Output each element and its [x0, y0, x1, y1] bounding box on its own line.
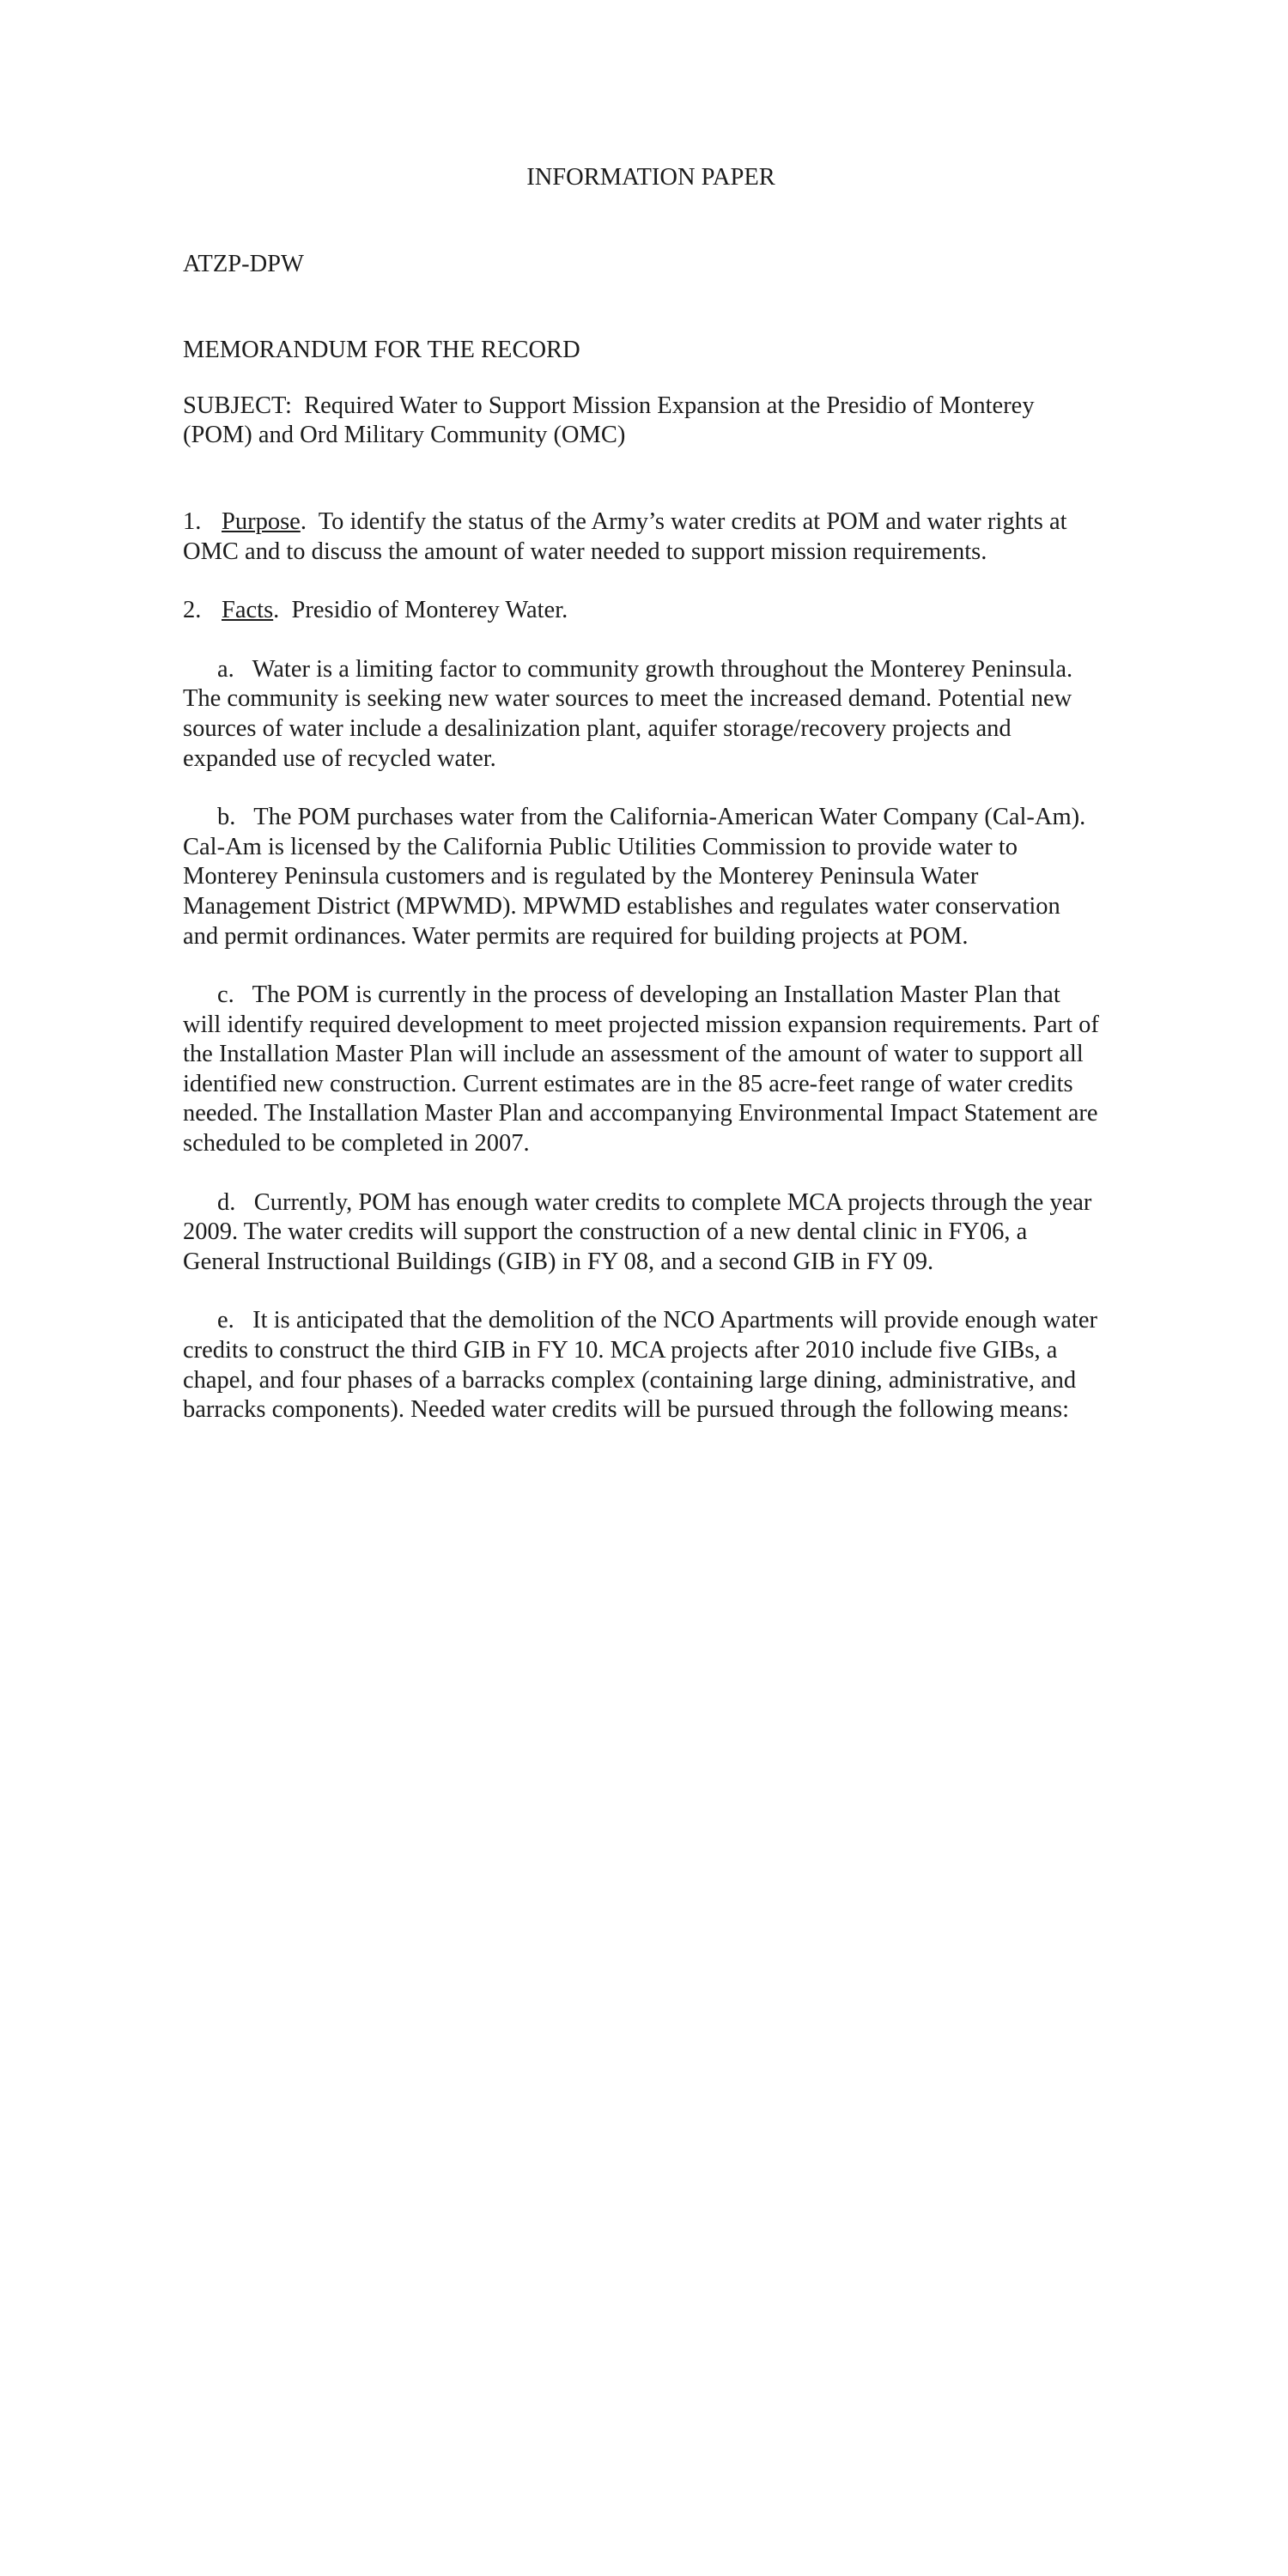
subparagraph-letter: c. — [217, 981, 234, 1009]
paragraph-facts: 2. Facts. Presidio of Monterey Water. — [183, 596, 1102, 626]
subparagraph-letter: e. — [217, 1307, 234, 1334]
subparagraph-b — [183, 803, 1102, 951]
subparagraph-letter: d. — [217, 1188, 236, 1216]
subparagraph-e — [183, 1306, 1102, 1425]
paragraph-number: 2. — [183, 597, 202, 624]
document-title: INFORMATION PAPER — [526, 164, 775, 191]
subparagraph-text: The POM is currently in the process of developing an Installation Master Plan that will identify required development to meet projected mission expansion requirements. Part of the Installation Master Plan will include an assessment of the amount of water to support all identified new construction. Current estimates are in the 85 acre-feet range of water credits needed. The Installation Master Plan and accompanying Environmental Impact Statement are scheduled to be completed in 2007. — [183, 981, 1099, 1157]
paragraph-heading: Facts — [222, 597, 274, 624]
subparagraph-text: The POM purchases water from the California-American Water Company (Cal-Am). Cal-Am is licensed by the California Public Utilities Commission to provide water to Monterey Peninsula customers and is regulated by the Monterey Peninsula Water Management District (MPWMD). MPWMD establishes and regulates water conservation and permit ordinances. Water permits are required for building projects at POM. — [183, 804, 1086, 950]
subparagraph-a — [183, 655, 1102, 774]
paragraph-text: To identify the status of the Army’s water credits at POM and water rights at OMC and to discuss the amount of water needed to support mission requirements. — [183, 507, 1067, 565]
subject-text: Required Water to Support Mission Expansion at the Presidio of Monterey (POM) and Ord Military Community (OMC) — [183, 392, 1035, 449]
subparagraph-d — [183, 1188, 1102, 1278]
subject-line — [183, 392, 1102, 451]
paragraph-heading: Purpose — [222, 507, 301, 535]
memorandum-line: MEMORANDUM FOR THE RECORD — [183, 337, 580, 364]
subject-label: SUBJECT: — [183, 392, 292, 419]
paragraph-number: 1. — [183, 507, 202, 535]
subparagraph-letter: b. — [217, 804, 236, 831]
paragraph-text: Presidio of Monterey Water. — [291, 597, 568, 624]
subparagraph-text: It is anticipated that the demolition of the NCO Apartments will provide enough water credits to construct the third GIB in FY 10. MCA projects after 2010 include five GIBs, a chapel, and four phases of a barracks complex (containing large dining, administrative, and barracks components). Needed water credits will be pursued through the following means: — [183, 1307, 1097, 1424]
subparagraph-text: Water is a limiting factor to community growth throughout the Monterey Peninsula. The community is seeking new water sources to meet the increased demand. Potential new sources of water include a desalinization plant, aquifer storage/recovery projects and expanded use of recycled water. — [183, 655, 1073, 772]
subparagraph-letter: a. — [217, 655, 234, 683]
subparagraph-c — [183, 981, 1102, 1159]
subparagraph-text: Currently, POM has enough water credits to complete MCA projects through the year 2009. The water credits will support the construction of a new dental clinic in FY06, a General Instructional Buildings (GIB) in FY 08, and a second GIB in FY 09. — [183, 1188, 1092, 1275]
paragraph-purpose: 1. Purpose. To identify the status of the Army’s water credits at POM and water rights at OMC and to discuss the amount of water needed to support mission requirements. — [183, 507, 1067, 565]
office-symbol: ATZP-DPW — [183, 250, 304, 277]
document-page — [183, 163, 1102, 1425]
